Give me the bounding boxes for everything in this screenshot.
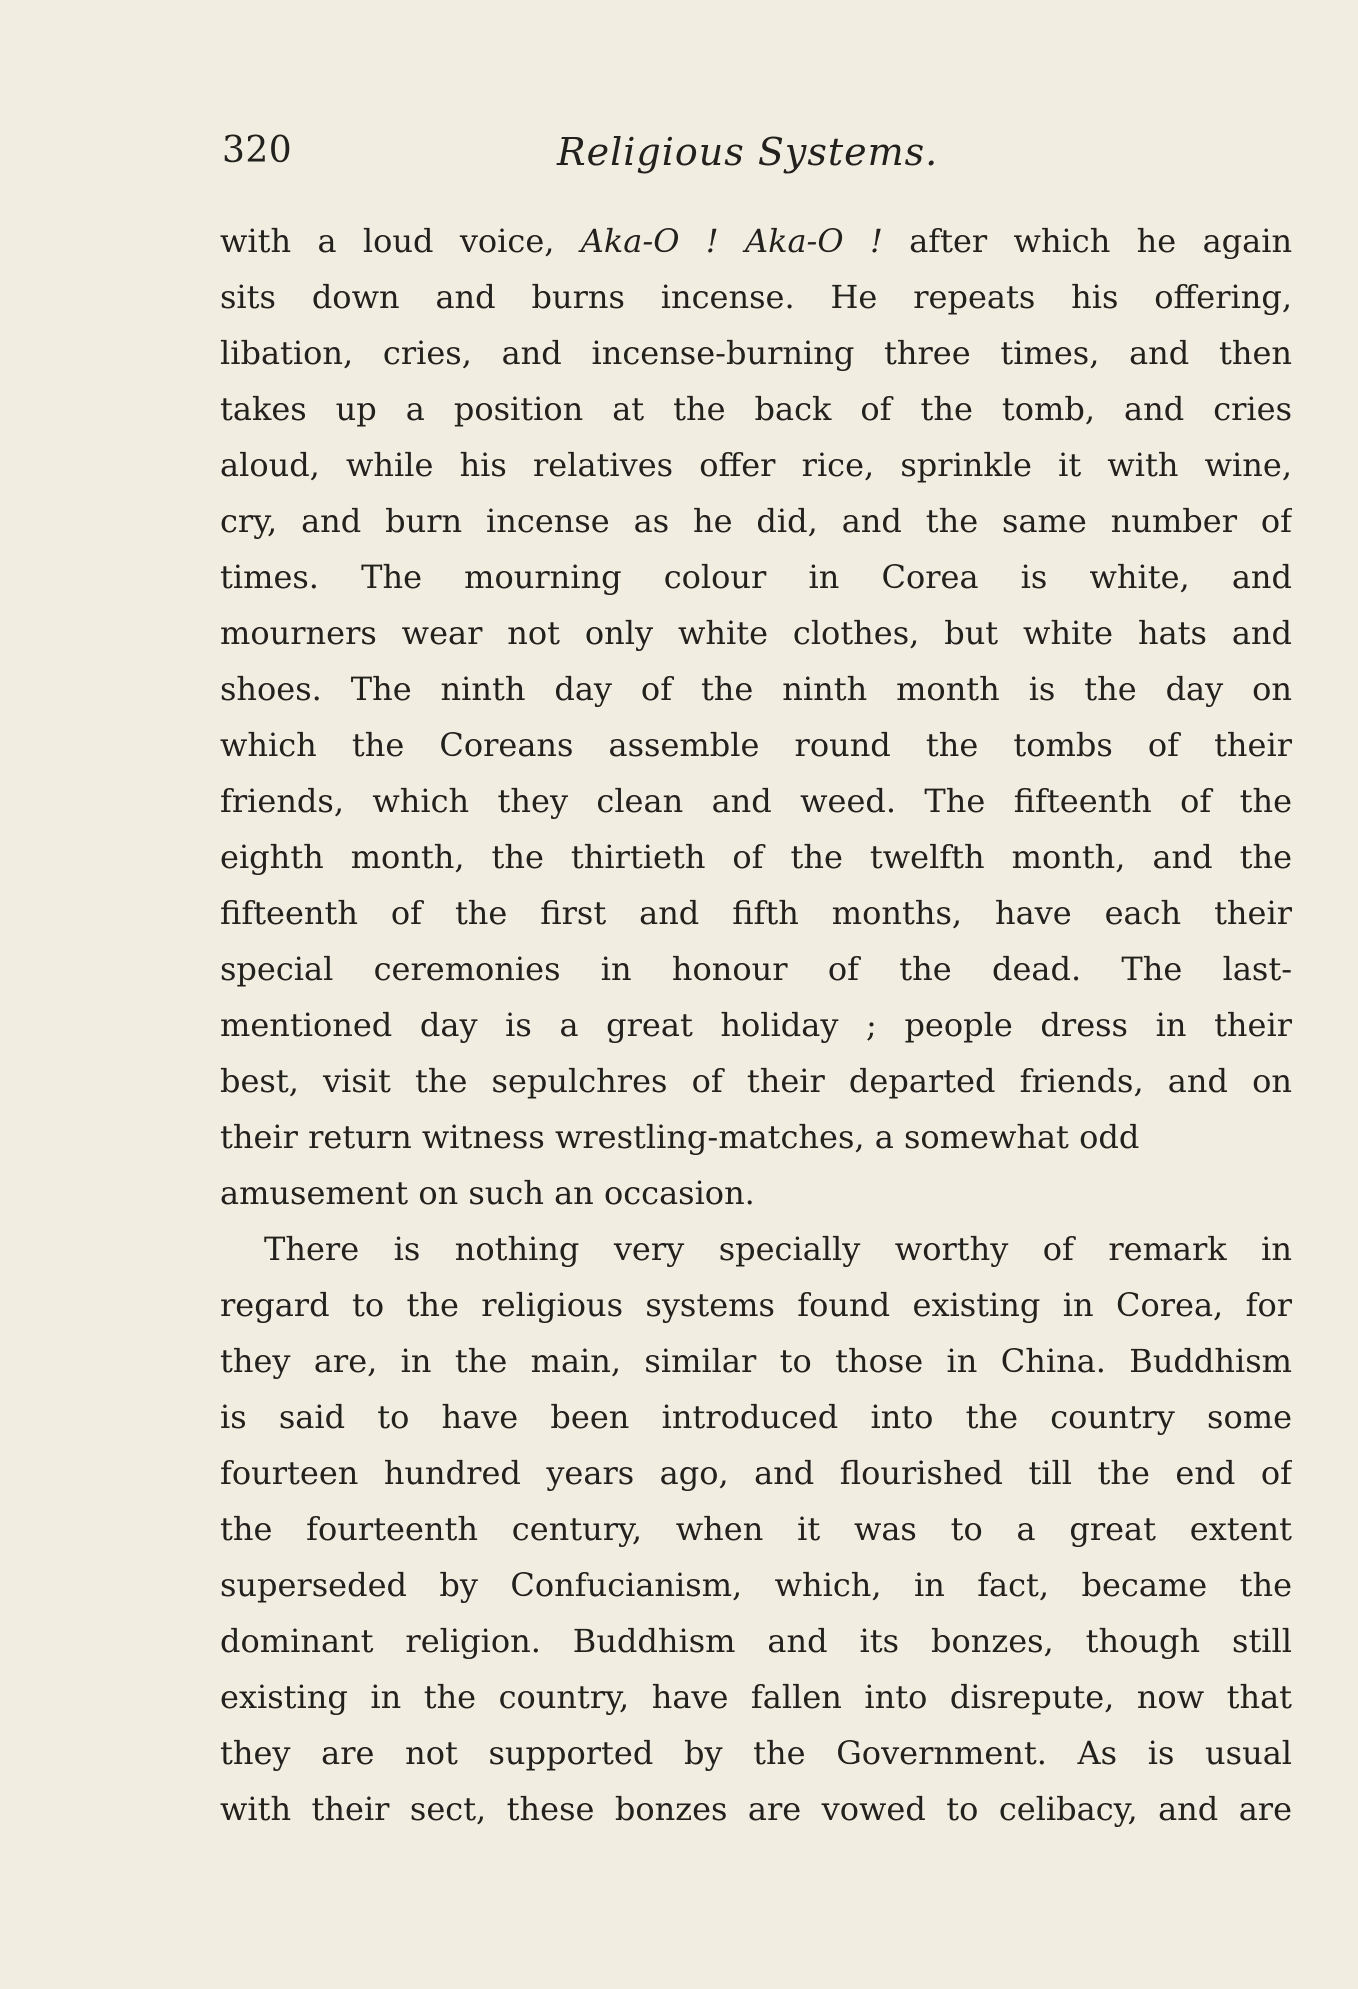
page-header [222,130,1292,190]
text-line: is said to have been introduced into the country some [220,1398,1292,1436]
text-line: the fourteenth century, when it was to a great extent [220,1510,1292,1548]
body-text [220,213,1292,1837]
text-line: which the Coreans assemble round the tombs of their [220,726,1292,764]
text-line: libation, cries, and incense-burning three times, and then [220,334,1292,372]
text-line: sits down and burns incense. He repeats his offering, [220,278,1292,316]
text-line: friends, which they clean and weed. The fifteenth of the [220,782,1292,820]
text-span: with a loud voice, [220,222,555,260]
text-line: mourners wear not only white clothes, but white hats and [220,614,1292,652]
text-line: takes up a position at the back of the tomb, and cries [220,390,1292,428]
text-line: There is nothing very specially worthy of remark in [264,1230,1292,1268]
text-line: cry, and burn incense as he did, and the same number of [220,502,1292,540]
text-line: their return witness wrestling-matches, a somewhat odd [220,1118,1140,1156]
italic-exclamation: Aka-O ! Aka-O ! [580,222,883,260]
text-line: superseded by Confucianism, which, in fact, became the [220,1566,1292,1604]
running-title: Religious Systems. [557,130,939,174]
text-span: after which he again [909,222,1292,260]
text-line: fifteenth of the first and fifth months, have each their [220,894,1292,932]
text-line: aloud, while his relatives offer rice, sprinkle it with wine, [220,446,1292,484]
text-line: they are not supported by the Government. As is usual [220,1734,1292,1772]
text-line: mentioned day is a great holiday ; people dress in their [220,1006,1292,1044]
text-line: shoes. The ninth day of the ninth month is the day on [220,670,1292,708]
text-line: they are, in the main, similar to those in China. Buddhism [220,1342,1292,1380]
text-line: special ceremonies in honour of the dead. The last- [220,950,1292,988]
text-line: fourteen hundred years ago, and flourished till the end of [220,1454,1292,1492]
text-line [220,213,1292,269]
text-line: times. The mourning colour in Corea is white, and [220,558,1292,596]
text-line: with their sect, these bonzes are vowed to celibacy, and are [220,1790,1292,1828]
text-line: dominant religion. Buddhism and its bonzes, though still [220,1622,1292,1660]
paragraph-1 [220,213,1292,1221]
text-line: amusement on such an occasion. [220,1174,755,1212]
text-line: eighth month, the thirtieth of the twelfth month, and the [220,838,1292,876]
text-line: regard to the religious systems found existing in Corea, for [220,1286,1292,1324]
text-line: existing in the country, have fallen into disrepute, now that [220,1678,1292,1716]
text-line: best, visit the sepulchres of their departed friends, and on [220,1062,1292,1100]
page-number: 320 [222,130,293,171]
paragraph-2 [220,1221,1292,1837]
